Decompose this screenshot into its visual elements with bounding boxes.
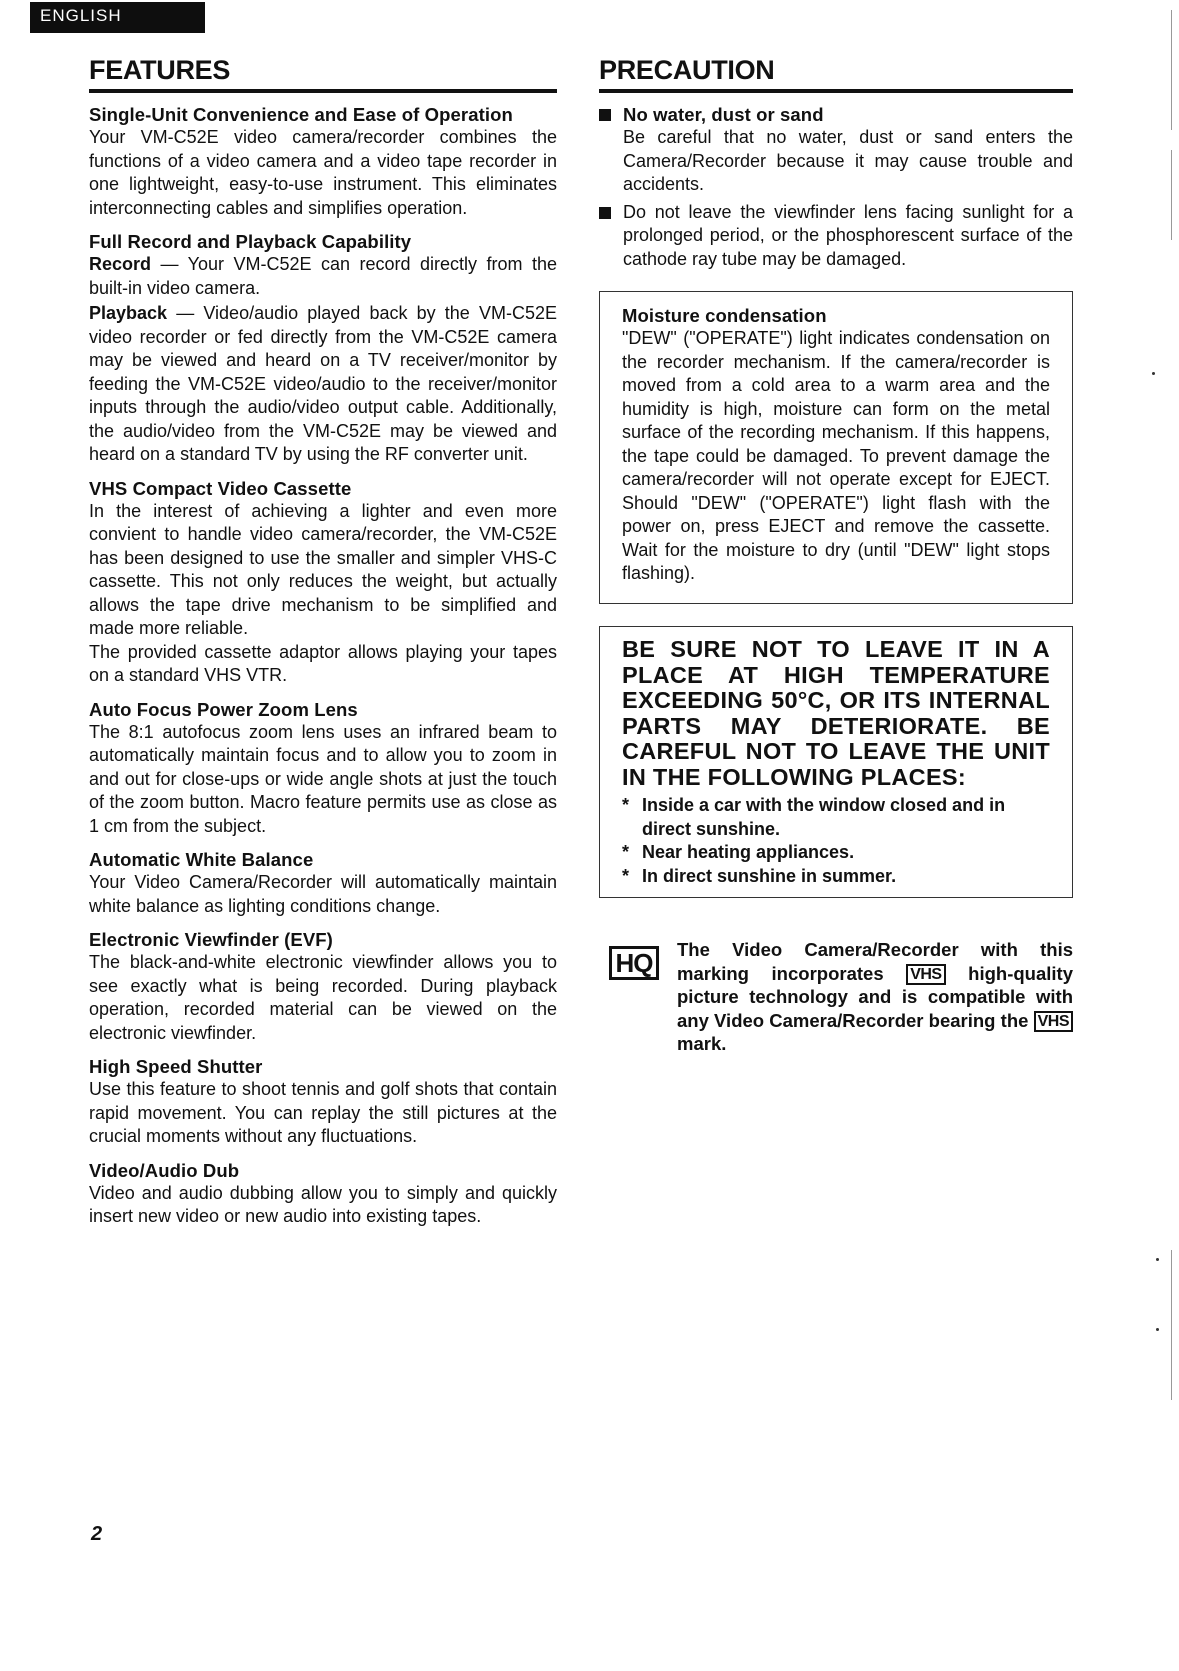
bullet-heading: No water, dust or sand — [623, 104, 824, 125]
temperature-warning-box — [599, 626, 1073, 898]
feature-text: The black-and-white electronic viewfinder allows you to see exactly what is being recorded. During playback operation, recorded material can be viewed on the electronic viewfinder. — [89, 952, 557, 1043]
bullet-text: Be careful that no water, dust or sand enters the Camera/Recorder because it may cause trouble and accidents. — [623, 127, 1073, 194]
features-column — [89, 54, 557, 1239]
language-tab: ENGLISH — [30, 2, 205, 33]
asterisk-icon: * — [622, 865, 630, 886]
moisture-heading: Moisture condensation — [622, 305, 827, 326]
feature-heading: Automatic White Balance — [89, 849, 314, 870]
precaution-column — [599, 54, 1073, 1056]
precaution-bullet — [599, 201, 1073, 274]
feature-section — [89, 1055, 557, 1149]
feature-section — [89, 848, 557, 918]
precaution-bullet — [599, 103, 1073, 199]
warning-item: * Near heating appliances. — [622, 841, 1050, 865]
hq-notice — [599, 938, 1073, 1056]
feature-section — [89, 477, 557, 688]
feature-heading: High Speed Shutter — [89, 1056, 263, 1077]
feature-heading: Auto Focus Power Zoom Lens — [89, 698, 358, 720]
bullet-square-icon — [599, 109, 611, 121]
feature-heading: Full Record and Playback Capability — [89, 231, 412, 252]
feature-text: In the interest of achieving a lighter and even more convient to handle video camera/recorder, the VM-C52E has been designed to use the smaller and simpler VHS-C cassette. This not only reduces the weight, but actually allows the tape drive mechanism to be simplified and made more reliable. — [89, 500, 557, 638]
scan-speck — [1152, 372, 1155, 375]
warning-heading: BE SURE NOT TO LEAVE IT IN A PLACE AT HIGH TEMPERATURE EXCEEDING 50°C, OR ITS INTERNAL PARTS MAY DETERIORATE. BE CAREFUL NOT TO LEAVE THE UNIT IN THE FOLLOWING PLACES: — [622, 636, 1050, 790]
feature-text: Your Video Camera/Recorder will automatically maintain white balance as lighting conditions change. — [89, 872, 557, 916]
warning-item: * In direct sunshine in summer. — [622, 865, 1050, 889]
warning-item: * Inside a car with the window closed and in direct sunshine. — [622, 794, 1050, 841]
bullet-square-icon — [599, 207, 611, 219]
moisture-box — [599, 291, 1073, 604]
feature-text: Playback — Video/audio played back by the VM-C52E video recorder or fed directly from the VM-C52E camera may be viewed and heard on a TV receiver/monitor by feeding the VM-C52E video/audio to the receiver/monitor inputs through the audio/video output cable. Additionally, the audio/video from the VM-C52E may be viewed and heard on a standard TV by using the RF converter unit. — [89, 303, 557, 464]
scan-speck — [1156, 1258, 1159, 1261]
feature-text: The provided cassette adaptor allows playing your tapes on a standard VHS VTR. — [89, 641, 557, 685]
scan-speck — [1156, 1328, 1159, 1331]
scan-edge-line — [1171, 10, 1172, 130]
feature-section — [89, 230, 557, 467]
feature-text: Record — Your VM-C52E can record directly from the built-in video camera. — [89, 254, 557, 298]
feature-heading: VHS Compact Video Cassette — [89, 477, 352, 499]
feature-heading: Electronic Viewfinder (EVF) — [89, 929, 333, 950]
precaution-title: PRECAUTION — [599, 54, 1073, 93]
feature-text: The 8:1 autofocus zoom lens uses an infrared beam to automatically maintain focus and to allow you to zoom in and out for close-ups or wide angle shots at just the touch of the zoom button. Macro feature permits use as close as 1 cm from the subject. — [89, 721, 557, 836]
bullet-text: Do not leave the viewfinder lens facing sunlight for a prolonged period, or the phosphorescent surface of the cathode ray tube may be damaged. — [623, 201, 1073, 269]
feature-text: Your VM-C52E video camera/recorder combines the functions of a video camera and a video tape recorder in one lightweight, easy-to-use instrument. This eliminates interconnecting cables and simplifies operation. — [89, 127, 557, 218]
page-number: 2 — [91, 1523, 103, 1545]
features-title: FEATURES — [89, 54, 557, 93]
feature-section — [89, 928, 557, 1045]
feature-text: Video and audio dubbing allow you to simply and quickly insert new video or new audio into existing tapes. — [89, 1182, 557, 1226]
asterisk-icon: * — [622, 795, 630, 815]
vhs-logo: VHS — [1034, 1011, 1073, 1032]
feature-heading: Single-Unit Convenience and Ease of Operation — [89, 104, 513, 125]
moisture-text: "DEW" ("OPERATE") light indicates condensation on the recorder mechanism. If the camera/recorder is moved from a cold area to a warm area and the humidity is high, moisture can form on the metal surface of the recording mechanism. If this happens, the tape could be damaged. To prevent damage the camera/recorder will not operate except for EJECT. Should "DEW" ("OPERATE") light flash with the power on, press EJECT and remove the cassette. Wait for the moisture to dry (until "DEW" light stops flashing). — [622, 328, 1050, 583]
feature-section — [89, 1159, 557, 1229]
hq-text: The Video Camera/Recorder with this marking incorporates VHS high-quality picture technology and is compatible with any Video Camera/Recorder bearing the VHS mark. — [677, 939, 1073, 1054]
asterisk-icon: * — [622, 842, 630, 862]
feature-section — [89, 698, 557, 839]
feature-section — [89, 103, 557, 220]
vhs-logo: VHS — [906, 964, 945, 985]
hq-logo: HQ — [609, 946, 659, 980]
feature-text: Use this feature to shoot tennis and golf shots that contain rapid movement. You can replay the still pictures at the crucial moments without any fluctuations. — [89, 1079, 557, 1146]
feature-heading: Video/Audio Dub — [89, 1159, 240, 1181]
scan-edge-line — [1171, 1250, 1172, 1400]
scan-edge-line — [1171, 150, 1172, 240]
